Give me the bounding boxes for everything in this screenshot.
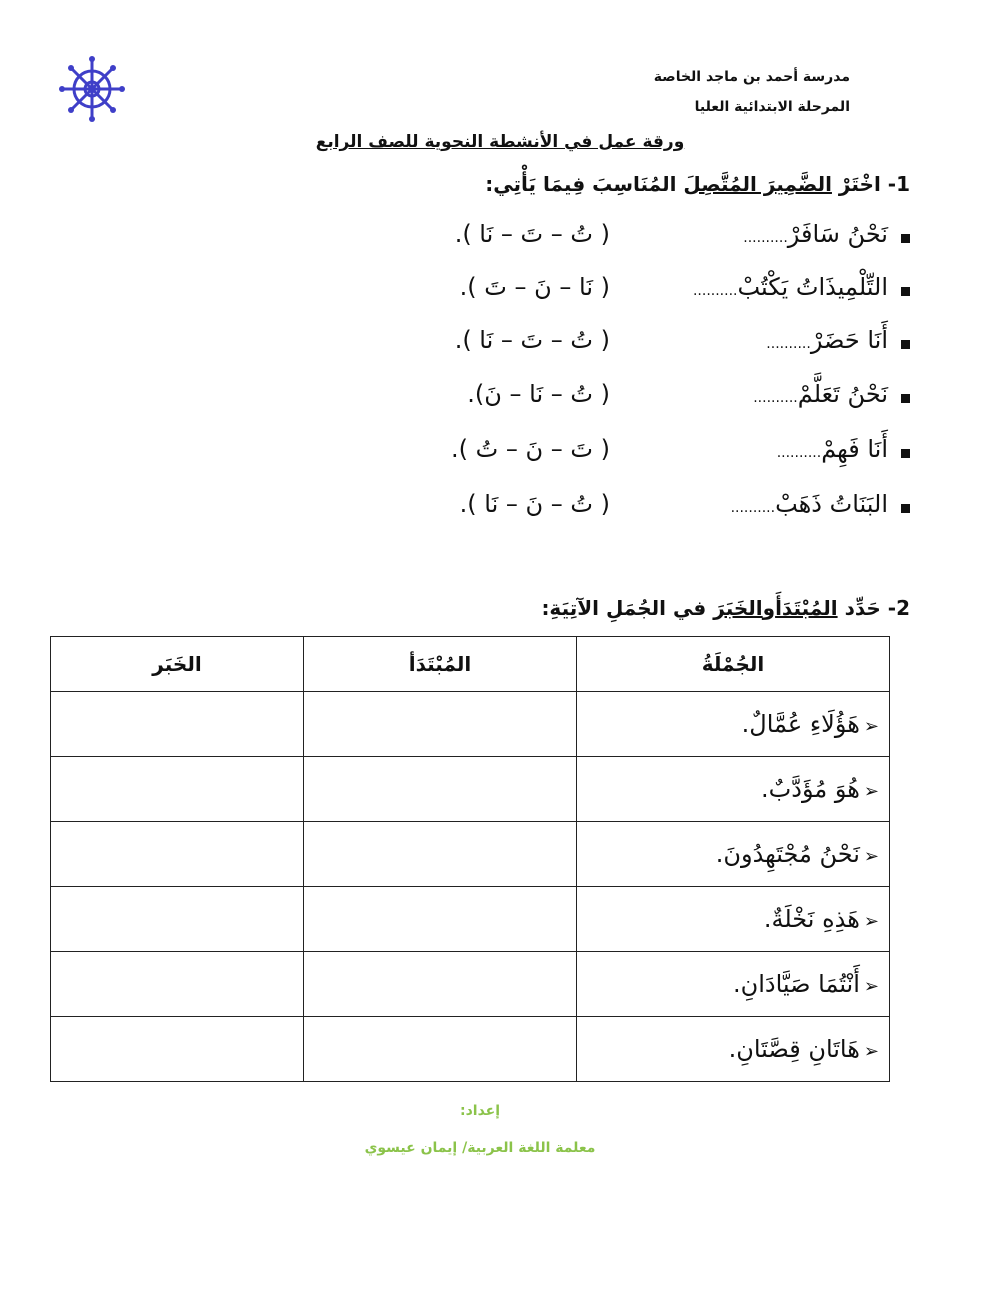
sentence-cell — [577, 952, 890, 1017]
question-2-number: 2- — [887, 596, 910, 620]
khabar-answer-cell[interactable] — [51, 692, 304, 757]
exercise-item — [390, 380, 910, 420]
item-sentence: نَحْنُ تَعَلَّمْ — [797, 380, 888, 408]
mubtada-answer-cell[interactable] — [304, 1017, 577, 1082]
question-2-underlined-mubtada: المُبْتَدَأَ — [775, 596, 838, 620]
item-options: ( تُ – نَ – نَا ). — [459, 490, 610, 518]
question-2-conjunction: و — [762, 596, 776, 620]
header-khabar: الخَبَر — [51, 637, 304, 692]
square-bullet-icon — [901, 504, 910, 513]
sentence-text: نَحْنُ مُجْتَهِدُونَ. — [715, 840, 860, 868]
sentence-cell — [577, 757, 890, 822]
sentence-text: هَؤُلَاءِ عُمَّالٌ. — [741, 710, 860, 738]
item-options: ( تُ – تَ – نَا ). — [454, 220, 610, 248]
exercise-item — [390, 435, 910, 475]
analysis-table — [50, 636, 890, 1082]
mubtada-answer-cell[interactable] — [304, 887, 577, 952]
question-2-lead: حَدِّد — [844, 596, 881, 620]
square-bullet-icon — [901, 234, 910, 243]
arrow-bullet-icon: ➢ — [863, 976, 879, 997]
arrow-bullet-icon: ➢ — [863, 781, 879, 802]
blank-dots[interactable]: .......... — [692, 283, 738, 299]
blank-dots[interactable]: .......... — [776, 445, 822, 461]
item-sentence: التِّلْمِيذَاتُ يَكْتُبْ — [737, 273, 888, 301]
exercise-item — [390, 220, 910, 260]
table-row — [51, 692, 890, 757]
school-stage: المرحلة الابتدائية العليا — [694, 99, 850, 115]
khabar-answer-cell[interactable] — [51, 822, 304, 887]
exercise-item — [390, 273, 910, 313]
table-row — [51, 757, 890, 822]
table-row — [51, 952, 890, 1017]
exercise-item — [390, 490, 910, 530]
blank-dots[interactable]: .......... — [766, 336, 811, 352]
question-1-rest: المُنَاسِبَ فِيمَا يَأْتِي: — [485, 172, 677, 196]
table-row — [51, 887, 890, 952]
square-bullet-icon — [901, 340, 910, 349]
blank-dots[interactable]: .......... — [753, 390, 798, 406]
sentence-cell — [577, 822, 890, 887]
arrow-bullet-icon: ➢ — [863, 911, 879, 932]
question-1-underlined: الضَّمِيرَ المُتَّصِلَ — [683, 172, 832, 196]
khabar-answer-cell[interactable] — [51, 757, 304, 822]
mubtada-answer-cell[interactable] — [304, 952, 577, 1017]
item-options: ( نَا – نَ – تَ ). — [459, 273, 610, 301]
sentence-text: أَنْتُمَا صَيَّادَانِ. — [732, 970, 860, 998]
exercise-item — [390, 326, 910, 366]
item-options: ( تُ – نَا – نَ). — [467, 380, 610, 408]
sentence-cell — [577, 1017, 890, 1082]
sentence-text: هُوَ مُؤَدَّبٌ. — [761, 775, 860, 803]
item-sentence: نَحْنُ سَافَرْ — [787, 220, 888, 248]
mubtada-answer-cell[interactable] — [304, 757, 577, 822]
mubtada-answer-cell[interactable] — [304, 692, 577, 757]
header-mubtada: المُبْتَدَأ — [304, 637, 577, 692]
sentence-text: هَذِهِ نَخْلَةٌ. — [763, 905, 860, 933]
blank-dots[interactable]: .......... — [743, 230, 788, 246]
sentence-text: هَاتَانِ قِصَّتَانِ. — [728, 1035, 860, 1063]
ship-wheel-icon — [58, 55, 126, 123]
sentence-cell — [577, 887, 890, 952]
footer-author: معلمة اللغة العربية/ إيمان عيسوي — [364, 1140, 596, 1156]
footer-label: إعداد: — [459, 1103, 501, 1119]
question-1-lead: اخْتَرْ — [838, 172, 881, 196]
school-header — [530, 62, 850, 122]
item-sentence: أَنَا حَضَرْ — [810, 326, 888, 354]
item-options: ( تُ – تَ – نَا ). — [454, 326, 610, 354]
arrow-bullet-icon: ➢ — [863, 846, 879, 867]
khabar-answer-cell[interactable] — [51, 887, 304, 952]
item-options: ( تَ – نَ – تُ ). — [451, 435, 610, 463]
header-sentence: الجُمْلَةُ — [577, 637, 890, 692]
square-bullet-icon — [901, 287, 910, 296]
arrow-bullet-icon: ➢ — [863, 1041, 879, 1062]
sentence-cell — [577, 692, 890, 757]
item-sentence: أَنَا فَهِمْ — [821, 435, 888, 463]
square-bullet-icon — [901, 449, 910, 458]
arrow-bullet-icon: ➢ — [863, 716, 879, 737]
question-1-number: 1- — [887, 172, 910, 196]
table-row — [51, 1017, 890, 1082]
table-row — [51, 822, 890, 887]
item-sentence: البَنَاتُ ذَهَبْ — [775, 490, 888, 518]
table-header-row — [51, 637, 890, 692]
question-1-instruction — [485, 172, 910, 196]
question-2-rest: في الجُمَلِ الآتِيَةِ: — [541, 596, 707, 620]
khabar-answer-cell[interactable] — [51, 1017, 304, 1082]
worksheet-title: ورقة عمل في الأنشطة النحوية للصف الرابع — [315, 132, 685, 152]
school-name: مدرسة أحمد بن ماجد الخاصة — [653, 69, 850, 85]
mubtada-answer-cell[interactable] — [304, 822, 577, 887]
square-bullet-icon — [901, 394, 910, 403]
question-2-underlined-khabar: الخَبَرَ — [713, 596, 763, 620]
question-2-instruction — [541, 596, 910, 620]
khabar-answer-cell[interactable] — [51, 952, 304, 1017]
blank-dots[interactable]: .......... — [730, 500, 776, 516]
